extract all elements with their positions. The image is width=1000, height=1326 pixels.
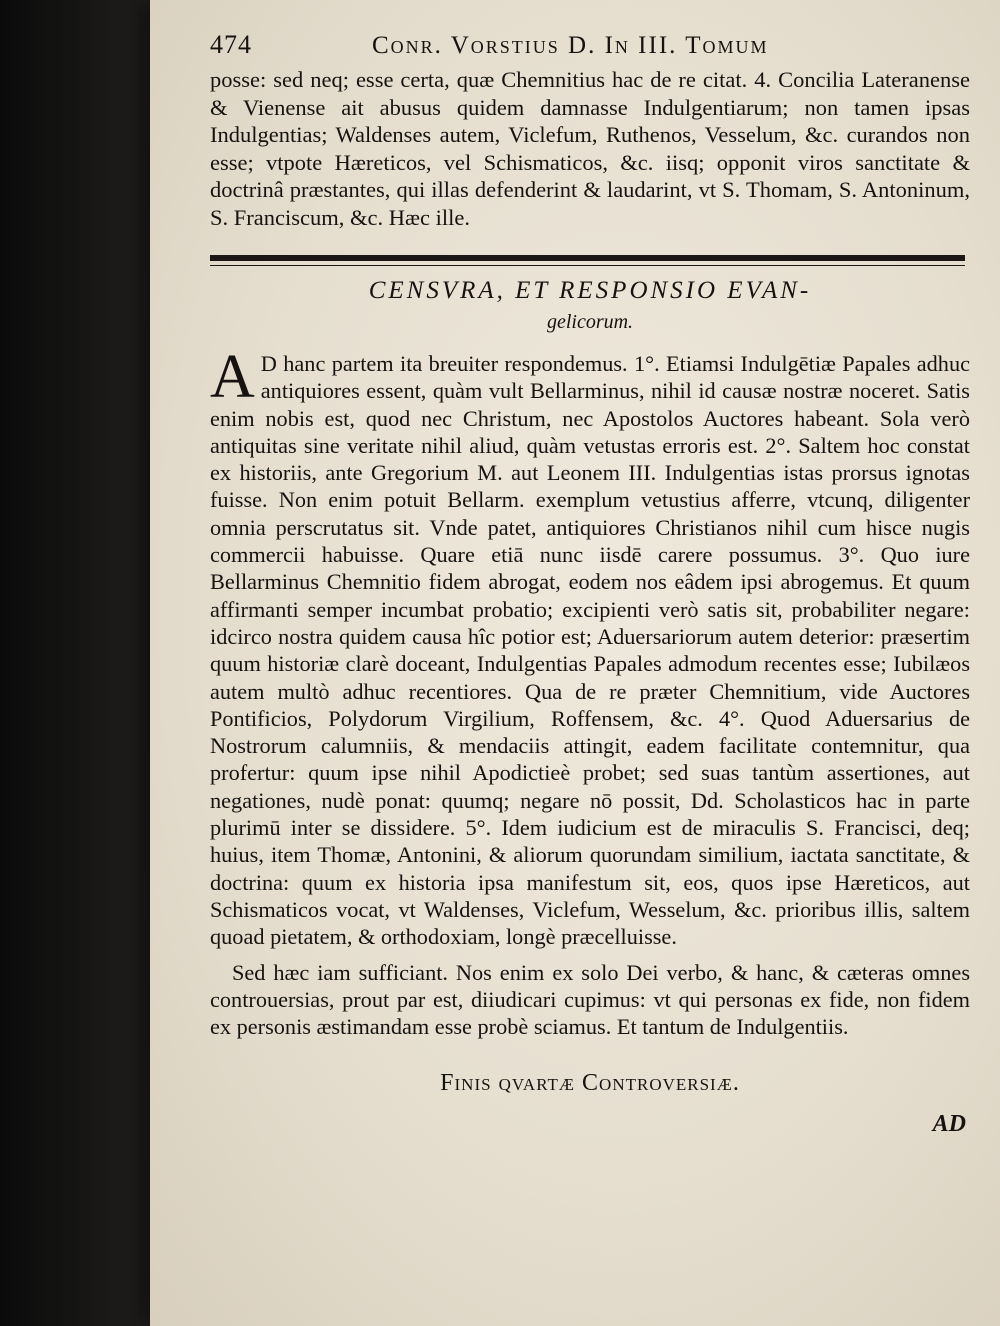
page-header [210,30,970,66]
book-gutter-shadow [0,0,175,1326]
book-page [150,0,1000,1326]
body-text [210,343,970,1040]
section-title-continued: gelicorum. [546,311,634,333]
finis-line: Finis qvartæ Controversiæ. [440,1070,740,1097]
top-paragraph: posse: sed neq; esse certa, quæ Chemnitius hac de re citat. 4. Concilia Lateranense & Vienense ait abusus quidem damnasse Indulgentiarum; non tamen ipsas Indulgentias; Waldenses autem, Viclefum, Ruthenos, Vesselum, &c. curandos non esse; vtpote Hæreticos, vel Schismaticos, &c. iisq; opponit viros sanctitate & doctrinâ præstantes, qui illas defenderint & laudarint, vt S. Thomam, S. Antoninum, S. Franciscum, &c. Hæc ille. [210,67,970,230]
page-content [210,30,970,1138]
body-paragraph-1: D hanc partem ita breuiter respondemus. 1°. Etiamsi Indulgētiæ Papales adhuc antiquiores essent, quàm vult Bellarminus, nihil id causæ nostræ noceret. Satis enim nobis est, quod nec Christum, nec Apostolos Auctores habeant. Sola verò antiquitas sine veritate nihil aliud, quàm vetustas erroris est. 2°. Saltem hoc constat ex historiis, ante Gregorium M. aut Leonem III. Indulgentias istas prorsus ignotas fuisse. Non enim potuit Bellarm. exemplum vetustius afferre, vtcunq, diligenter omnia perscrutatus sit. Vnde patet, antiquiores Christianos nihil cum hisce nugis commercii habuisse. Quare etiā nunc iisdē carere possumus. 3°. Quo iure Bellarminus Chemnitio fidem abrogat, eodem nos eâdem ipsi abrogemus. Et quum affirmanti semper incumbat probatio; excipienti verò satis sit, probabiliter negare: idcirco nostra quidem causa hîc potior est; Aduersariorum autem deterior: præsertim quum historiæ clarè doceant, Indulgentias Papales admodum recentes esse; Iubilæos autem multò adhuc recentiores. Qua de re præter Chemnitium, vide Auctores Pontificios, Polydorum Virgilium, Roffensem, &c. 4°. Quod Aduersarius de Nostrorum calumniis, & mendaciis attingit, eadem facilitate contemnitur, qua profertur: quum ipse nihil Apodictieè probet; sed suas tantùm assertiones, aut negationes, nudè ponat: quumq; negare nō possit, Dd. Scholasticos hac in parte plurimū inter se dissidere. 5°. Idem iudicium est de miraculis S. Francisci, deq; huius, item Thomæ, Antonini, & aliorum quorundam similium, iactata sanctitate, & doctrina: quum ex historia ipsa manifestum sit, eos, quos ipse Hæreticos, aut Schismaticos vocat, vt Waldenses, Viclefum, Wesselum, &c. prioribus illis, saltem quoad pietatem, & orthodoxiam, longè præcelluisse. [210,351,970,950]
page-number: 474 [210,30,252,59]
catchword: AD [932,1111,966,1138]
section-title: CENSVRA, ET RESPONSIO EVAN- [368,277,812,304]
running-title: Conr. Vorstius D. In III. Tomum [372,32,769,59]
section-rule-thin [210,265,965,266]
body-paragraph-2: Sed hæc iam sufficiant. Nos enim ex solo Dei verbo, & hanc, & cæteras omnes controuersias, prout par est, diiudicari cupimus: vt qui personas ex fide, non fidem ex personis æstimandam esse probè sciamus. Et tantum de Indulgentiis. [210,959,970,1040]
section-rule-thick [210,255,965,261]
dropcap-letter: A [210,343,255,411]
